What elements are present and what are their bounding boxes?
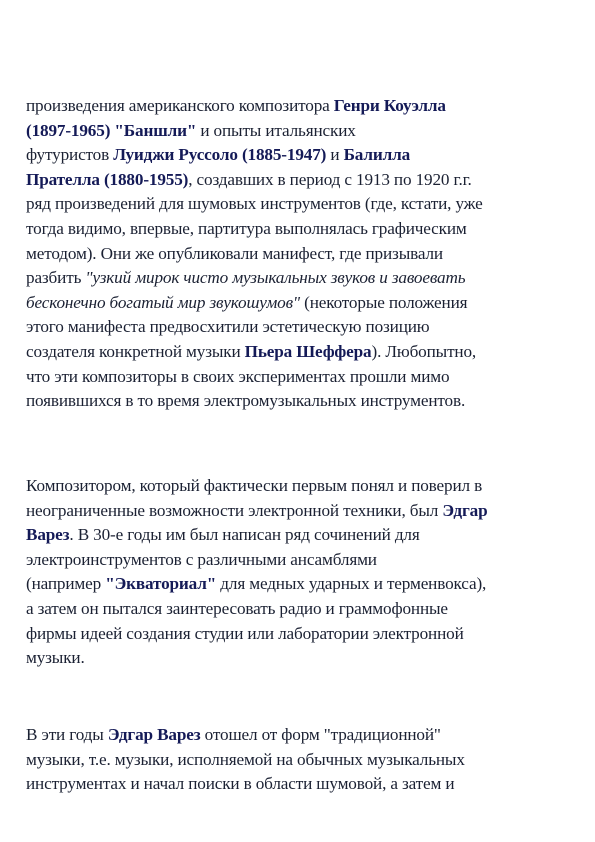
text-segment: и bbox=[326, 145, 344, 165]
bold-name: "Экваториал" bbox=[105, 574, 217, 594]
bold-name: Луиджи Руссоло (1885-1947) bbox=[113, 145, 327, 165]
text-line bbox=[26, 548, 487, 573]
text-line bbox=[26, 365, 483, 390]
text-segment: Композитором, который фактически первым понял и поверил в bbox=[26, 476, 483, 495]
bold-name: Варез bbox=[26, 525, 70, 545]
paragraph-3 bbox=[26, 723, 465, 797]
text-line bbox=[26, 119, 483, 144]
text-segment: (например bbox=[26, 574, 106, 594]
text-segment: музыки. bbox=[26, 648, 85, 668]
bold-name: Пьера Шеффера bbox=[244, 341, 372, 361]
text-line bbox=[26, 340, 483, 365]
text-line bbox=[26, 572, 487, 597]
text-line bbox=[26, 499, 487, 524]
text-segment: этого манифеста предвосхитили эстетическую позицию bbox=[26, 317, 430, 337]
text-segment: ). Любопытно, bbox=[371, 341, 477, 361]
text-line bbox=[26, 94, 483, 119]
text-segment: музыки, т.е. музыки, исполняемой на обычных музыкальных bbox=[26, 749, 465, 769]
bold-name: Эдгар bbox=[442, 500, 488, 520]
text-line bbox=[26, 748, 465, 773]
text-line bbox=[26, 192, 483, 217]
paragraph-1 bbox=[26, 94, 483, 414]
text-segment: для медных ударных и терменвокса), bbox=[216, 574, 487, 594]
bold-name: Прателла (1880-1955) bbox=[26, 169, 189, 189]
text-line bbox=[26, 523, 487, 548]
text-line bbox=[26, 266, 483, 291]
text-segment: тогда видимо, впервые, партитура выполнялась графическим bbox=[26, 218, 467, 238]
text-line bbox=[26, 291, 483, 316]
text-segment: методом). Они же опубликовали манифест, где призывали bbox=[26, 243, 443, 263]
text-line bbox=[26, 242, 483, 267]
bold-name: (1897-1965) "Баншли" bbox=[26, 120, 197, 140]
text-segment: футуристов bbox=[26, 145, 114, 165]
text-segment: электроинструментов с различными ансамблями bbox=[26, 549, 377, 569]
text-segment: произведения американского композитора bbox=[26, 96, 334, 115]
text-line bbox=[26, 143, 483, 168]
text-line bbox=[26, 315, 483, 340]
text-line bbox=[26, 217, 483, 242]
text-line bbox=[26, 622, 487, 647]
text-line bbox=[26, 646, 487, 671]
text-line bbox=[26, 597, 487, 622]
bold-name: Балилла bbox=[343, 145, 411, 165]
paragraph-2 bbox=[26, 474, 487, 671]
text-segment: и опыты итальянских bbox=[196, 120, 356, 140]
text-segment: что эти композиторы в своих экспериментах прошли мимо bbox=[26, 366, 450, 386]
text-segment: (некоторые положения bbox=[300, 292, 468, 312]
text-segment: появившихся в то время электромузыкальных инструментов. bbox=[26, 391, 466, 411]
text-line bbox=[26, 772, 465, 797]
text-line bbox=[26, 168, 483, 193]
text-segment: ряд произведений для шумовых инструментов (где, кстати, уже bbox=[26, 194, 483, 214]
text-segment: фирмы идеей создания студии или лаборатории электронной bbox=[26, 623, 464, 643]
text-segment: В эти годы bbox=[26, 725, 108, 744]
text-segment: разбить bbox=[26, 268, 86, 288]
text-segment: . В 30-е годы им был написан ряд сочинений для bbox=[69, 525, 420, 545]
bold-name: Генри Коуэлла bbox=[333, 96, 446, 115]
text-segment: инструментах и начал поиски в области шумовой, а затем и bbox=[26, 774, 455, 794]
text-line bbox=[26, 723, 465, 748]
text-line bbox=[26, 389, 483, 414]
text-segment: а затем он пытался заинтересовать радио и граммофонные bbox=[26, 598, 448, 618]
text-line bbox=[26, 474, 487, 499]
text-segment: неограниченные возможности электронной техники, был bbox=[26, 500, 443, 520]
text-segment: создателя конкретной музыки bbox=[26, 341, 245, 361]
italic-quote: бесконечно богатый мир звукошумов" bbox=[26, 292, 300, 312]
text-segment: отошел от форм "традиционной" bbox=[200, 725, 441, 744]
italic-quote: "узкий мирок чисто музыкальных звуков и завоевать bbox=[85, 268, 466, 288]
text-segment: , создавших в период с 1913 по 1920 г.г. bbox=[188, 169, 472, 189]
bold-name: Эдгар Варез bbox=[107, 725, 201, 744]
